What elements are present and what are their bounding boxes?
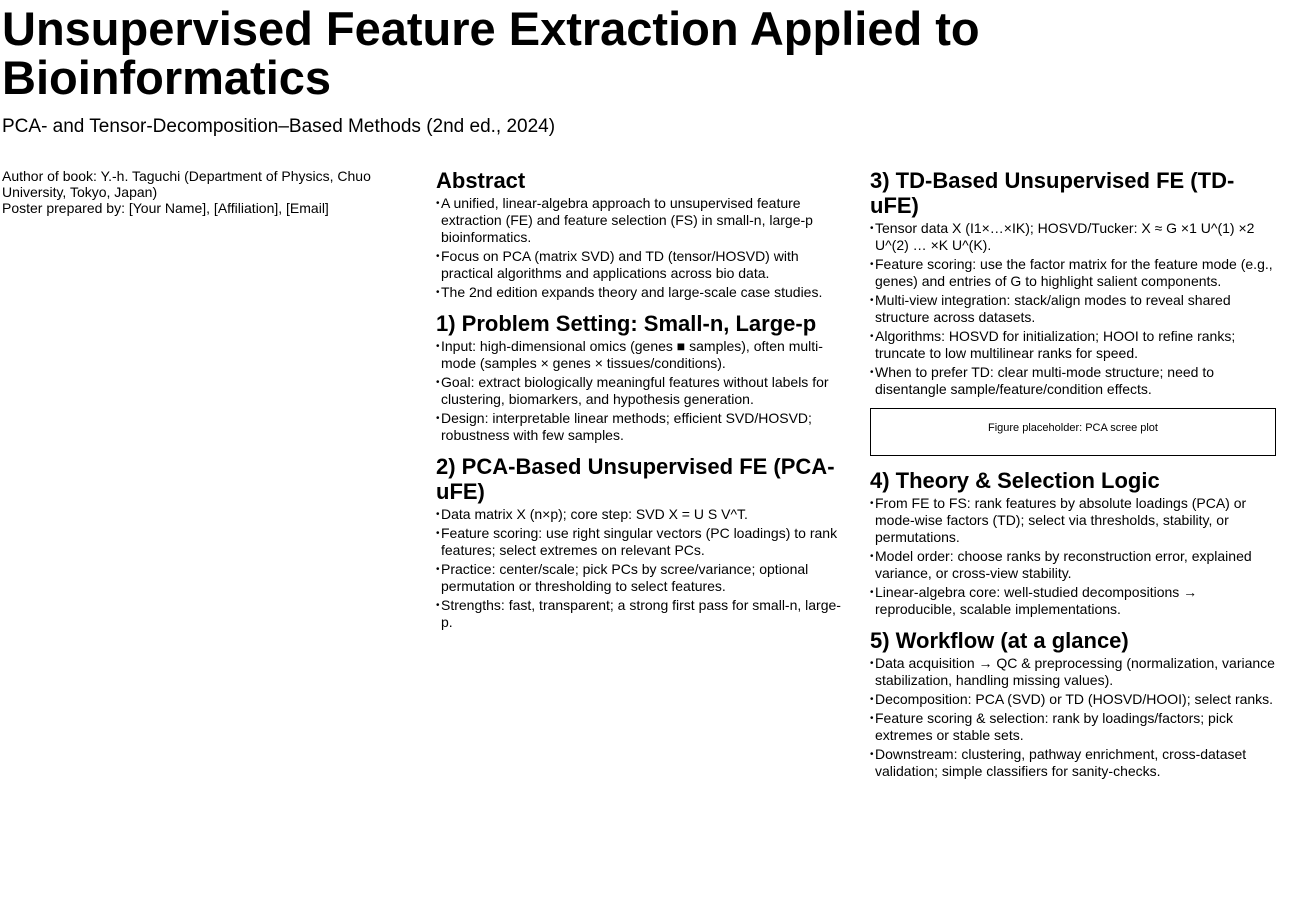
bullet-list: [870, 220, 1276, 398]
bullet-item: • A unified, linear-algebra approach to unsupervised feature extraction (FE) and feature selection (FS) in small-n, large-p bioinformatics.: [436, 195, 841, 246]
bullet-item: • Data acquisition → QC & preprocessing (normalization, variance stabilization, handling missing values).: [870, 655, 1276, 689]
column-middle: [436, 168, 841, 641]
prepared-by-line: Poster prepared by: [Your Name], [Affiliation], [Email]: [2, 200, 329, 216]
section-title: 1) Problem Setting: Small-n, Large-p: [436, 311, 817, 336]
bullet-item: • Feature scoring & selection: rank by loadings/factors; pick extremes or stable sets.: [870, 710, 1276, 744]
bullet-item: • Tensor data X (I1×…×IK); HOSVD/Tucker: X ≈ G ×1 U^(1) ×2 U^(2) … ×K U^(K).: [870, 220, 1276, 254]
column-meta: [2, 168, 402, 216]
bullet-list: [870, 495, 1276, 618]
section-title: 3) TD-Based Unsupervised FE (TD-uFE): [870, 168, 1235, 218]
bullet-item: • When to prefer TD: clear multi-mode structure; need to disentangle sample/feature/condition effects.: [870, 364, 1276, 398]
bullet-item: • Algorithms: HOSVD for initialization; HOOI to refine ranks; truncate to low multilinear ranks for speed.: [870, 328, 1276, 362]
poster-subtitle: PCA- and Tensor-Decomposition–Based Methods (2nd ed., 2024): [2, 116, 556, 137]
section-td-ufe: [870, 168, 1276, 398]
bullet-item: • Model order: choose ranks by reconstruction error, explained variance, or cross-view stability.: [870, 548, 1276, 582]
bullet-item: • Feature scoring: use the factor matrix for the feature mode (e.g., genes) and entries of G to highlight salient components.: [870, 256, 1276, 290]
poster-header: [2, 4, 1298, 138]
section-abstract: [436, 168, 841, 301]
bullet-item: • Decomposition: PCA (SVD) or TD (HOSVD/HOOI); select ranks.: [870, 691, 1276, 708]
bullet-item: • Data matrix X (n×p); core step: SVD X = U S V^T.: [436, 506, 841, 523]
section-problem-setting: [436, 311, 841, 444]
section-title: 4) Theory & Selection Logic: [870, 468, 1160, 493]
section-pca-ufe: [436, 454, 841, 631]
figure-placeholder: [870, 408, 1276, 456]
bullet-item: • Focus on PCA (matrix SVD) and TD (tensor/HOSVD) with practical algorithms and applications across bio data.: [436, 248, 841, 282]
author-line: Author of book: Y.-h. Taguchi (Department of Physics, Chuo University, Tokyo, Japan): [2, 168, 371, 200]
bullet-item: • Strengths: fast, transparent; a strong first pass for small-n, large-p.: [436, 597, 841, 631]
bullet-item: • Feature scoring: use right singular vectors (PC loadings) to rank features; select extremes on relevant PCs.: [436, 525, 841, 559]
column-right: [870, 168, 1276, 790]
bullet-item: • Downstream: clustering, pathway enrichment, cross-dataset validation; simple classifiers for sanity-checks.: [870, 746, 1276, 780]
bullet-item: • From FE to FS: rank features by absolute loadings (PCA) or mode-wise factors (TD); select via thresholds, stability, or permutations.: [870, 495, 1276, 546]
figure-caption: Figure placeholder: PCA scree plot: [988, 422, 1158, 434]
bullet-item: • Multi-view integration: stack/align modes to reveal shared structure across datasets.: [870, 292, 1276, 326]
bullet-item: • Practice: center/scale; pick PCs by scree/variance; optional permutation or thresholding to select features.: [436, 561, 841, 595]
bullet-list: [436, 195, 841, 301]
section-title: 5) Workflow (at a glance): [870, 628, 1129, 653]
section-title: Abstract: [436, 168, 526, 193]
bullet-item: • Goal: extract biologically meaningful features without labels for clustering, biomarkers, and hypothesis generation.: [436, 374, 841, 408]
section-workflow: [870, 628, 1276, 780]
bullet-list: [436, 338, 841, 444]
bullet-item: • Input: high-dimensional omics (genes ■ samples), often multi-mode (samples × genes × tissues/conditions).: [436, 338, 841, 372]
section-theory: [870, 468, 1276, 618]
section-title: 2) PCA-Based Unsupervised FE (PCA-uFE): [436, 454, 835, 504]
bullet-list: [436, 506, 841, 631]
bullet-list: [870, 655, 1276, 780]
poster-title: Unsupervised Feature Extraction Applied to Bioinformatics: [2, 2, 980, 104]
bullet-item: • Design: interpretable linear methods; efficient SVD/HOSVD; robustness with few samples.: [436, 410, 841, 444]
bullet-item: • Linear-algebra core: well-studied decompositions → reproducible, scalable implementations.: [870, 584, 1276, 618]
bullet-item: • The 2nd edition expands theory and large-scale case studies.: [436, 284, 841, 301]
